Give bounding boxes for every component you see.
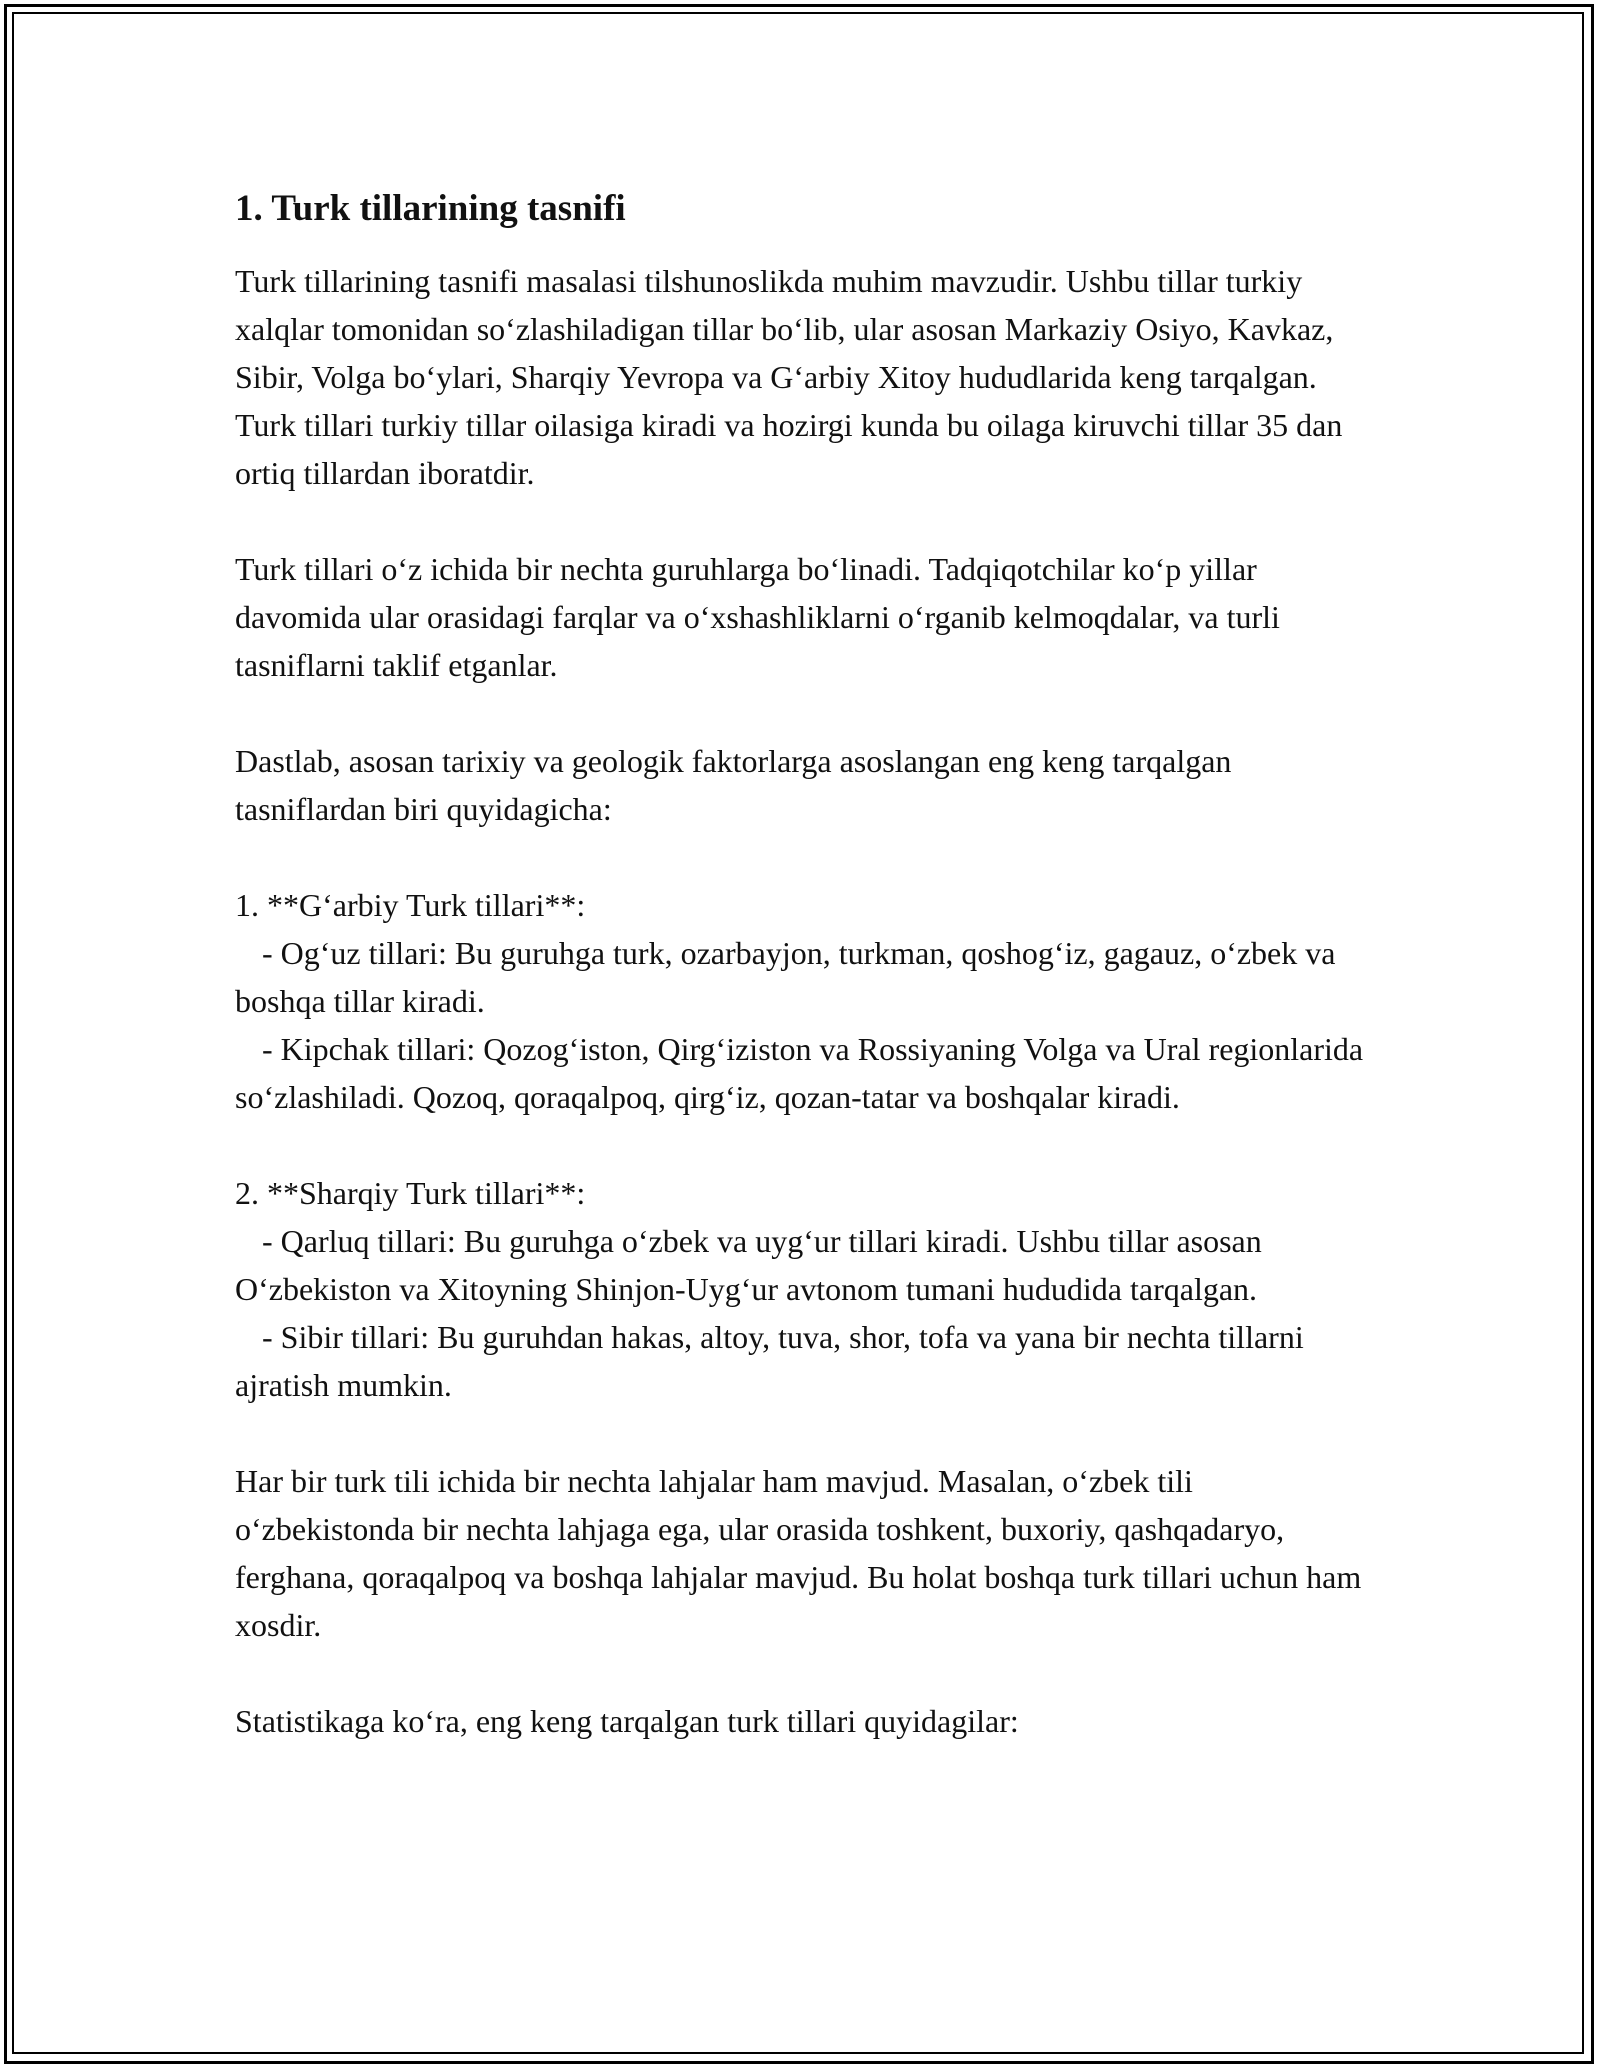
group-western — [235, 881, 1370, 1121]
paragraph-statistics: Statistikaga ko‘ra, eng keng tarqalgan turk tillari quyidagilar: — [235, 1703, 1019, 1739]
section-title: 1. Turk tillarining tasnifi — [235, 188, 626, 229]
group-eastern — [235, 1169, 1370, 1409]
list-item — [235, 1313, 1370, 1409]
list-item-text: - Og‘uz tillari: Bu guruhga turk, ozarbayjon, turkman, qoshog‘iz, gagauz, o‘zbek va boshqa tillar kiradi. — [235, 935, 1336, 1019]
list-item-text: - Kipchak tillari: Qozog‘iston, Qirg‘iziston va Rossiyaning Volga va Ural regionlarida so‘zlashiladi. Qozoq, qoraqalpoq, qirg‘iz, qozan-tatar va boshqalar kiradi. — [235, 1031, 1364, 1115]
list-item — [235, 1217, 1370, 1313]
list-item-text: - Sibir tillari: Bu guruhdan hakas, altoy, tuva, shor, tofa va yana bir nechta tillarni ajratish mumkin. — [235, 1319, 1304, 1403]
paragraph-intro: Turk tillarining tasnifi masalasi tilshunoslikda muhim mavzudir. Ushbu tillar turkiy xalqlar tomonidan so‘zlashiladigan tillar bo‘lib, ular asosan Markaziy Osiyo, Kavkaz, Sibir, Volga bo‘ylari, Sharqiy Yevropa va G‘arbiy Xitoy hududlarida keng tarqalgan. Turk tillari turkiy tillar oilasiga kiradi va hozirgi kunda bu oilaga kiruvchi tillar 35 dan ortiq tillardan iboratdir. — [235, 263, 1343, 491]
group-heading-western: 1. **G‘arbiy Turk tillari**: — [235, 887, 586, 923]
list-item-text: - Qarluq tillari: Bu guruhga o‘zbek va uyg‘ur tillari kiradi. Ushbu tillar asosan O‘zbekiston va Xitoyning Shinjon-Uyg‘ur avtonom tumani hududida tarqalgan. — [235, 1223, 1262, 1307]
document-body — [235, 185, 1370, 1793]
list-item — [235, 929, 1370, 1025]
list-item — [235, 1025, 1370, 1121]
paragraph-dialects: Har bir turk tili ichida bir nechta lahjalar ham mavjud. Masalan, o‘zbek tili o‘zbekistonda bir nechta lahjaga ega, ular orasida toshkent, buxoriy, qashqadaryo, ferghana, qoraqalpoq va boshqa lahjalar mavjud. Bu holat boshqa turk tillari uchun ham xosdir. — [235, 1463, 1362, 1643]
paragraph-groups: Turk tillari o‘z ichida bir nechta guruhlarga bo‘linadi. Tadqiqotchilar ko‘p yillar davomida ular orasidagi farqlar va o‘xshashliklarni o‘rganib kelmoqdalar, va turli tasniflarni taklif etganlar. — [235, 551, 1280, 683]
group-heading-eastern: 2. **Sharqiy Turk tillari**: — [235, 1175, 586, 1211]
paragraph-classification: Dastlab, asosan tarixiy va geologik faktorlarga asoslangan eng keng tarqalgan tasniflardan biri quyidagicha: — [235, 743, 1232, 827]
